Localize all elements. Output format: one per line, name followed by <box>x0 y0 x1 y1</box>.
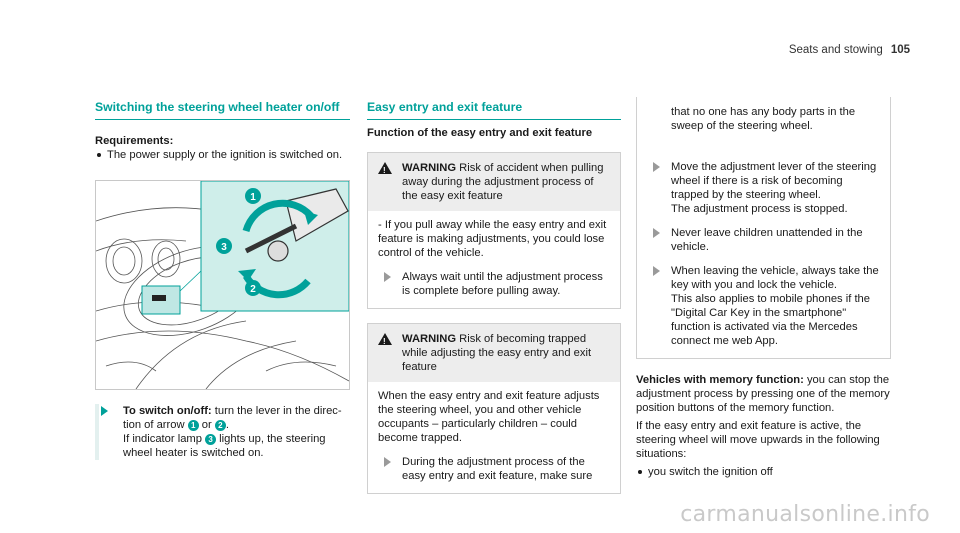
warning-body: When the easy entry and exit feature adjusts the steering wheel, you and other vehicle occupants – particularly children – could become trapped. <box>378 390 600 444</box>
warning-triangle-icon <box>378 162 392 174</box>
left-column <box>95 100 350 460</box>
number-badge-2: 2 <box>215 420 226 431</box>
warning-heading: Risk of becoming trapped while adjusting the easy entry and exit feature <box>402 333 592 373</box>
situations-list <box>636 465 891 479</box>
warning-step <box>378 455 610 483</box>
warning-step-text: Move the adjustment lever of the steering wheel if there is a risk of becoming trapped by the steering wheel. <box>671 161 877 201</box>
page-number: 105 <box>890 44 910 56</box>
warning-step <box>378 270 610 298</box>
warning-triangle-icon <box>378 333 392 345</box>
number-badge-1: 1 <box>188 420 199 431</box>
warning-step-text: Always wait until the adjustment process is complete before pulling away. <box>402 271 603 297</box>
arrow-right-icon <box>101 406 108 416</box>
step-bold-label: To switch on/off: <box>123 405 212 417</box>
warning-body: - If you pull away while the easy entry and exit feature is making adjustments, you could lose control of the vehicle. <box>378 219 607 259</box>
step-text: lights up, the steering wheel heater is switched on. <box>123 433 326 459</box>
requirements-label: Requirements: <box>95 135 174 147</box>
warning-continued-text: that no one has any body parts in the sweep of the steering wheel. <box>671 106 856 132</box>
middle-column <box>367 100 621 508</box>
situation-item: you switch the ignition off <box>636 465 891 479</box>
arrow-right-icon <box>384 272 391 282</box>
warning-heading: Risk of accident when pulling away during the adjustment process of the easy exit feature <box>402 162 604 202</box>
steering-lever-illustration <box>95 180 350 390</box>
warning-label: WARNING <box>402 333 457 345</box>
right-column <box>636 97 891 479</box>
warning-step <box>647 160 880 216</box>
watermark: carmanualsonline.info <box>680 502 930 527</box>
warning-step-text: When leaving the vehicle, always take the key with you and lock the vehicle. <box>671 265 879 291</box>
step-bar <box>95 404 99 460</box>
arrow-right-icon <box>384 457 391 467</box>
callout-1: 1 <box>250 192 256 203</box>
warning-step <box>647 226 880 254</box>
step-text: turn the lever in the direction of arrow <box>123 405 342 431</box>
warning-label: WARNING <box>402 162 457 174</box>
page-header <box>789 44 910 56</box>
memory-bold-label: Vehicles with memory function: <box>636 374 804 386</box>
number-badge-3: 3 <box>205 434 216 445</box>
callout-2: 2 <box>250 284 256 295</box>
step-text: If indicator lamp <box>123 433 206 445</box>
section-heading-steering-heater: Switching the steering wheel heater on/off <box>95 100 350 120</box>
function-subheading: Function of the easy entry and exit feature <box>367 127 593 139</box>
switch-on-off-step <box>95 404 350 460</box>
memory-function-section <box>636 373 891 479</box>
memory-text: you can stop the adjustment process by pressing one of the memory position buttons of the memory function. <box>636 374 890 414</box>
arrow-right-icon <box>653 228 660 238</box>
section-title: Seats and stowing <box>788 44 883 56</box>
warning-step-text: Never leave children unattended in the vehicle. <box>671 227 863 253</box>
callout-3: 3 <box>221 242 227 253</box>
warning-step <box>647 264 880 348</box>
requirements-list <box>95 148 350 162</box>
arrow-right-icon <box>653 162 660 172</box>
section-heading-easy-entry: Easy entry and exit feature <box>367 100 621 120</box>
memory-paragraph: If the easy entry and exit feature is active, the steering wheel will move upwards in the following situations: <box>636 420 880 460</box>
warning-box-trapped <box>367 323 621 494</box>
step-text: or <box>198 419 215 431</box>
step-text: . <box>225 419 229 431</box>
warning-box-accident <box>367 152 621 309</box>
arrow-right-icon <box>653 266 660 276</box>
warning-step-result: The adjustment process is stopped. <box>671 203 848 215</box>
requirement-item: The power supply or the ignition is switched on. <box>95 148 350 162</box>
warning-step-text: During the adjustment process of the easy entry and exit feature, make sure <box>402 456 593 482</box>
warning-step-note: This also applies to mobile phones if the "Digital Car Key in the smartphone" function is activated via the Mercedes connect me web App. <box>671 293 871 347</box>
warning-box-continued <box>636 97 891 359</box>
